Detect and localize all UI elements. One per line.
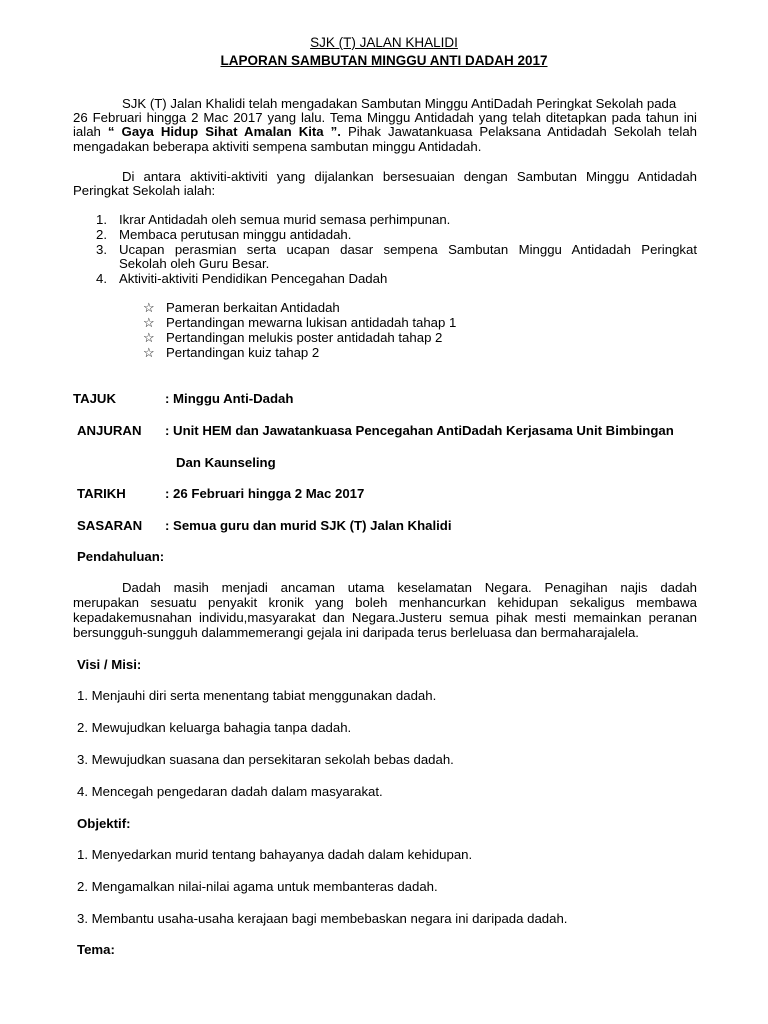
- objektif-heading: Objektif:: [77, 816, 131, 831]
- pendahuluan-line-4: bersungguh-sungguh dalammemerangi gejala ini daripada terus berleluasa dan bermaharajalela.: [73, 625, 639, 640]
- list-number: 4.: [96, 271, 107, 286]
- activities-intro-line-1: Di antara aktiviti-aktiviti yang dijalankan bersesuaian dengan Sambutan Minggu Antidadah: [122, 169, 697, 184]
- tema-heading: Tema:: [77, 942, 115, 957]
- pendahuluan-line-2: merupakan sesuatu penyakit kronik yang boleh menhancurkan kehidupan sekaligus membawa: [73, 595, 697, 610]
- anjuran-value-continued: Dan Kaunseling: [176, 455, 276, 470]
- anjuran-value: : Unit HEM dan Jawatankuasa Pencegahan AntiDadah Kerjasama Unit Bimbingan: [165, 423, 674, 438]
- pendahuluan-line-1: Dadah masih menjadi ancaman utama keselamatan Negara. Penagihan najis dadah: [122, 580, 697, 595]
- sasaran-label: SASARAN: [77, 518, 143, 533]
- activities-intro-line-2: Peringkat Sekolah ialah:: [73, 183, 216, 198]
- intro-line-2: 26 Februari hingga 2 Mac 2017 yang lalu. Tema Minggu Antidadah yang telah ditetapkan pada tahun ini: [73, 110, 697, 125]
- intro-line-1: SJK (T) Jalan Khalidi telah mengadakan Sambutan Minggu AntiDadah Peringkat Sekolah pada: [122, 96, 677, 111]
- visi-heading: Visi / Misi:: [77, 657, 142, 672]
- sub-activity-text: Pameran berkaitan Antidadah: [166, 300, 340, 315]
- list-number: 2.: [96, 227, 107, 242]
- sasaran-value: : Semua guru dan murid SJK (T) Jalan Khalidi: [165, 518, 452, 533]
- tajuk-value: : Minggu Anti-Dadah: [165, 391, 294, 406]
- school-title: SJK (T) JALAN KHALIDI: [310, 35, 458, 50]
- visi-item: 1. Menjauhi diri serta menentang tabiat menggunakan dadah.: [77, 688, 437, 703]
- list-text-continued: Sekolah oleh Guru Besar.: [119, 256, 270, 271]
- objektif-item: 2. Mengamalkan nilai-nilai agama untuk membanteras dadah.: [77, 879, 438, 894]
- list-text: Membaca perutusan minggu antidadah.: [119, 227, 352, 242]
- list-text: Ucapan perasmian serta ucapan dasar sempena Sambutan Minggu Antidadah Peringkat: [119, 242, 697, 257]
- tajuk-label: TAJUK: [73, 391, 116, 406]
- visi-item: 2. Mewujudkan keluarga bahagia tanpa dadah.: [77, 720, 352, 735]
- intro-line-3-pre: ialah: [73, 124, 101, 139]
- star-outline-icon: ☆: [143, 315, 155, 330]
- objektif-item: 3. Membantu usaha-usaha kerajaan bagi membebaskan negara ini daripada dadah.: [77, 911, 568, 926]
- tarikh-value: : 26 Februari hingga 2 Mac 2017: [165, 486, 365, 501]
- list-text: Ikrar Antidadah oleh semua murid semasa perhimpunan.: [119, 212, 451, 227]
- intro-line-4: mengadakan beberapa aktiviti sempena sambutan minggu Antidadah.: [73, 139, 482, 154]
- report-title: LAPORAN SAMBUTAN MINGGU ANTI DADAH 2017: [220, 53, 548, 68]
- tarikh-label: TARIKH: [77, 486, 126, 501]
- visi-item: 4. Mencegah pengedaran dadah dalam masyarakat.: [77, 784, 383, 799]
- list-number: 1.: [96, 212, 107, 227]
- intro-line-3: [73, 124, 697, 139]
- list-text: Aktiviti-aktiviti Pendidikan Pencegahan Dadah: [119, 271, 388, 286]
- intro-theme: “ Gaya Hidup Sihat Amalan Kita ”.: [107, 124, 341, 139]
- visi-item: 3. Mewujudkan suasana dan persekitaran sekolah bebas dadah.: [77, 752, 454, 767]
- sub-activity-text: Pertandingan melukis poster antidadah tahap 2: [166, 330, 443, 345]
- intro-line-3-post: Pihak Jawatankuasa Pelaksana Antidadah Sekolah telah: [347, 124, 697, 139]
- star-outline-icon: ☆: [143, 330, 155, 345]
- sub-activity-text: Pertandingan mewarna lukisan antidadah tahap 1: [166, 315, 457, 330]
- pendahuluan-line-3: kepadakemusnahan individu,masyarakat dan Negara.Justeru semua pihak mesti memainkan peranan: [73, 610, 697, 625]
- star-outline-icon: ☆: [143, 300, 155, 315]
- sub-activity-text: Pertandingan kuiz tahap 2: [166, 345, 320, 360]
- objektif-item: 1. Menyedarkan murid tentang bahayanya dadah dalam kehidupan.: [77, 847, 473, 862]
- pendahuluan-heading: Pendahuluan:: [77, 549, 165, 564]
- list-number: 3.: [96, 242, 107, 257]
- star-outline-icon: ☆: [143, 345, 155, 360]
- anjuran-label: ANJURAN: [77, 423, 142, 438]
